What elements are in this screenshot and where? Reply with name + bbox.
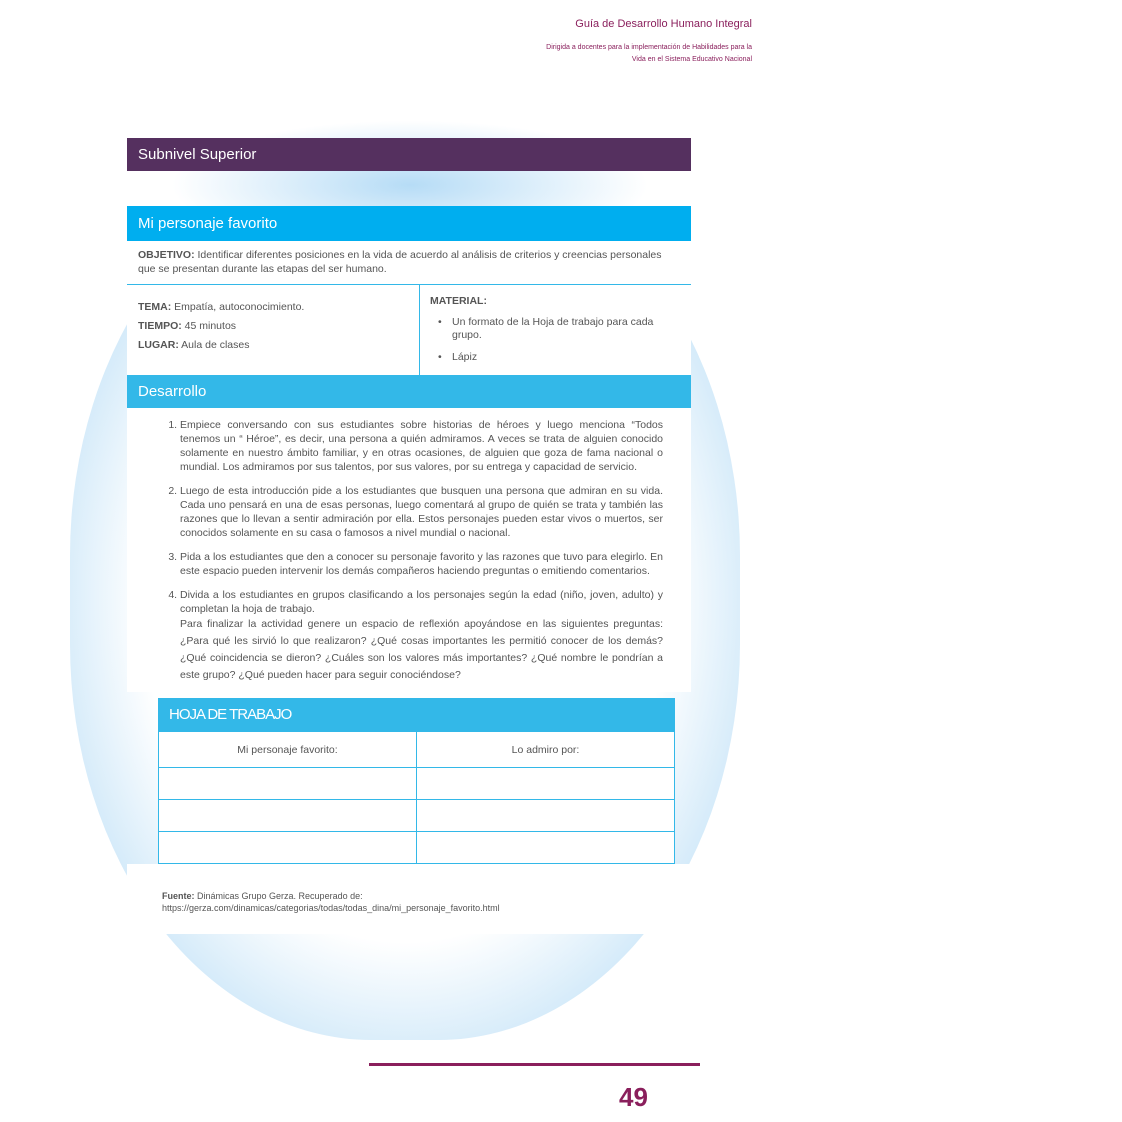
worksheet-title: HOJA DE TRABAJO	[158, 698, 675, 731]
objective: OBJETIVO: Identificar diferentes posiciones en la vida de acuerdo al análisis de criterios y creencias personales que se presentan durante las etapas del ser humano.	[127, 241, 691, 285]
worksheet	[158, 698, 675, 864]
development-steps	[127, 408, 691, 692]
step-item: 3. Pida a los estudiantes que den a conocer su personaje favorito y las razones que tuvo para elegirlo. En este espacio pueden intervenir los demás compañeros haciendo preguntas o emitiendo comentarios.	[180, 550, 663, 578]
tiempo: TIEMPO: 45 minutos	[138, 320, 237, 332]
material-item: • Lápiz	[438, 351, 478, 363]
worksheet-table	[158, 731, 675, 864]
page-header	[492, 18, 752, 66]
worksheet-col-character: Mi personaje favorito:	[159, 732, 417, 768]
level-banner: Subnivel Superior	[127, 138, 691, 171]
worksheet-col-reason: Lo admiro por:	[417, 732, 675, 768]
activity-card	[127, 138, 691, 934]
table-row	[159, 768, 675, 800]
step-item: 4. Divida a los estudiantes en grupos clasificando a los personajes según la edad (niño, joven, adulto) y completan la hoja de trabajo. Para finalizar la actividad genere un espacio de reflexión apoyándose en las siguientes preguntas: ¿Para qué les sirvió lo que realizaron? ¿Qué cosas importantes les permitió conocer de los demás? ¿Qué coincidencia se dieron? ¿Cuáles son los valores más importantes? ¿Qué nombre le pondrían a este grupo? ¿Qué pueden hacer para seguir conociéndose?	[180, 588, 663, 684]
closing-text: Para finalizar la actividad genere un espacio de reflexión apoyándose en las siguientes preguntas: ¿Para qué les sirvió lo que realizaron? ¿Qué cosas importantes les permitió conocer de los demás? ¿Qué coincidencia se dieron? ¿Cuáles son los valores más importantes? ¿Qué nombre le pondrían a este grupo? ¿Qué pueden hacer para seguir conociéndose?	[180, 618, 663, 681]
guide-title: Guía de Desarrollo Humano Integral	[575, 18, 752, 30]
page-number: 49	[619, 1082, 648, 1112]
step-item: 2. Luego de esta introducción pide a los estudiantes que busquen una persona que admiran en su vida. Cada uno pensará en una de esas personas, luego comentará al grupo de quién se trata y también las razones que lo llevan a sentir admiración por ella. Estos personajes pueden estar vivos o muertos, ser conocidos solamente en su casa o famosos a nivel mundial o nacional.	[180, 484, 663, 540]
activity-title: Mi personaje favorito	[127, 206, 691, 241]
activity-details	[127, 285, 691, 375]
table-row	[159, 800, 675, 832]
source-url: https://gerza.com/dinamicas/categorias/todas/todas_dina/mi_personaje_favorito.html	[162, 903, 500, 913]
material-item: • Un formato de la Hoja de trabajo para cada grupo.	[438, 316, 654, 341]
materials	[420, 285, 691, 375]
source: Fuente: Dinámicas Grupo Gerza. Recuperado de: https://gerza.com/dinamicas/categorias/todas/todas_dina/mi_personaje_favorito.html	[127, 864, 691, 934]
footer-divider	[369, 1063, 700, 1066]
development-title: Desarrollo	[127, 375, 691, 408]
table-row	[159, 832, 675, 864]
guide-subtitle: Dirigida a docentes para la implementación de Habilidades para la Vida en el Sistema Educativo Nacional	[546, 44, 752, 63]
tema: TEMA: Empatía, autoconocimiento.	[138, 301, 305, 313]
material-label: MATERIAL:	[430, 295, 487, 307]
lugar: LUGAR: Aula de clases	[138, 339, 250, 351]
details-left	[127, 285, 420, 375]
step-item: 1. Empiece conversando con sus estudiantes sobre historias de héroes y luego menciona “Todos tenemos un “ Héroe”, es decir, una persona a quién admiramos. A veces se trata de alguien conocido solamente en nuestro ámbito familiar, y en otras ocasiones, de alguien que goza de fama nacional o mundial. Los admiramos por sus talentos, por sus valores, por su entrega y capacidad de servicio.	[180, 418, 663, 474]
